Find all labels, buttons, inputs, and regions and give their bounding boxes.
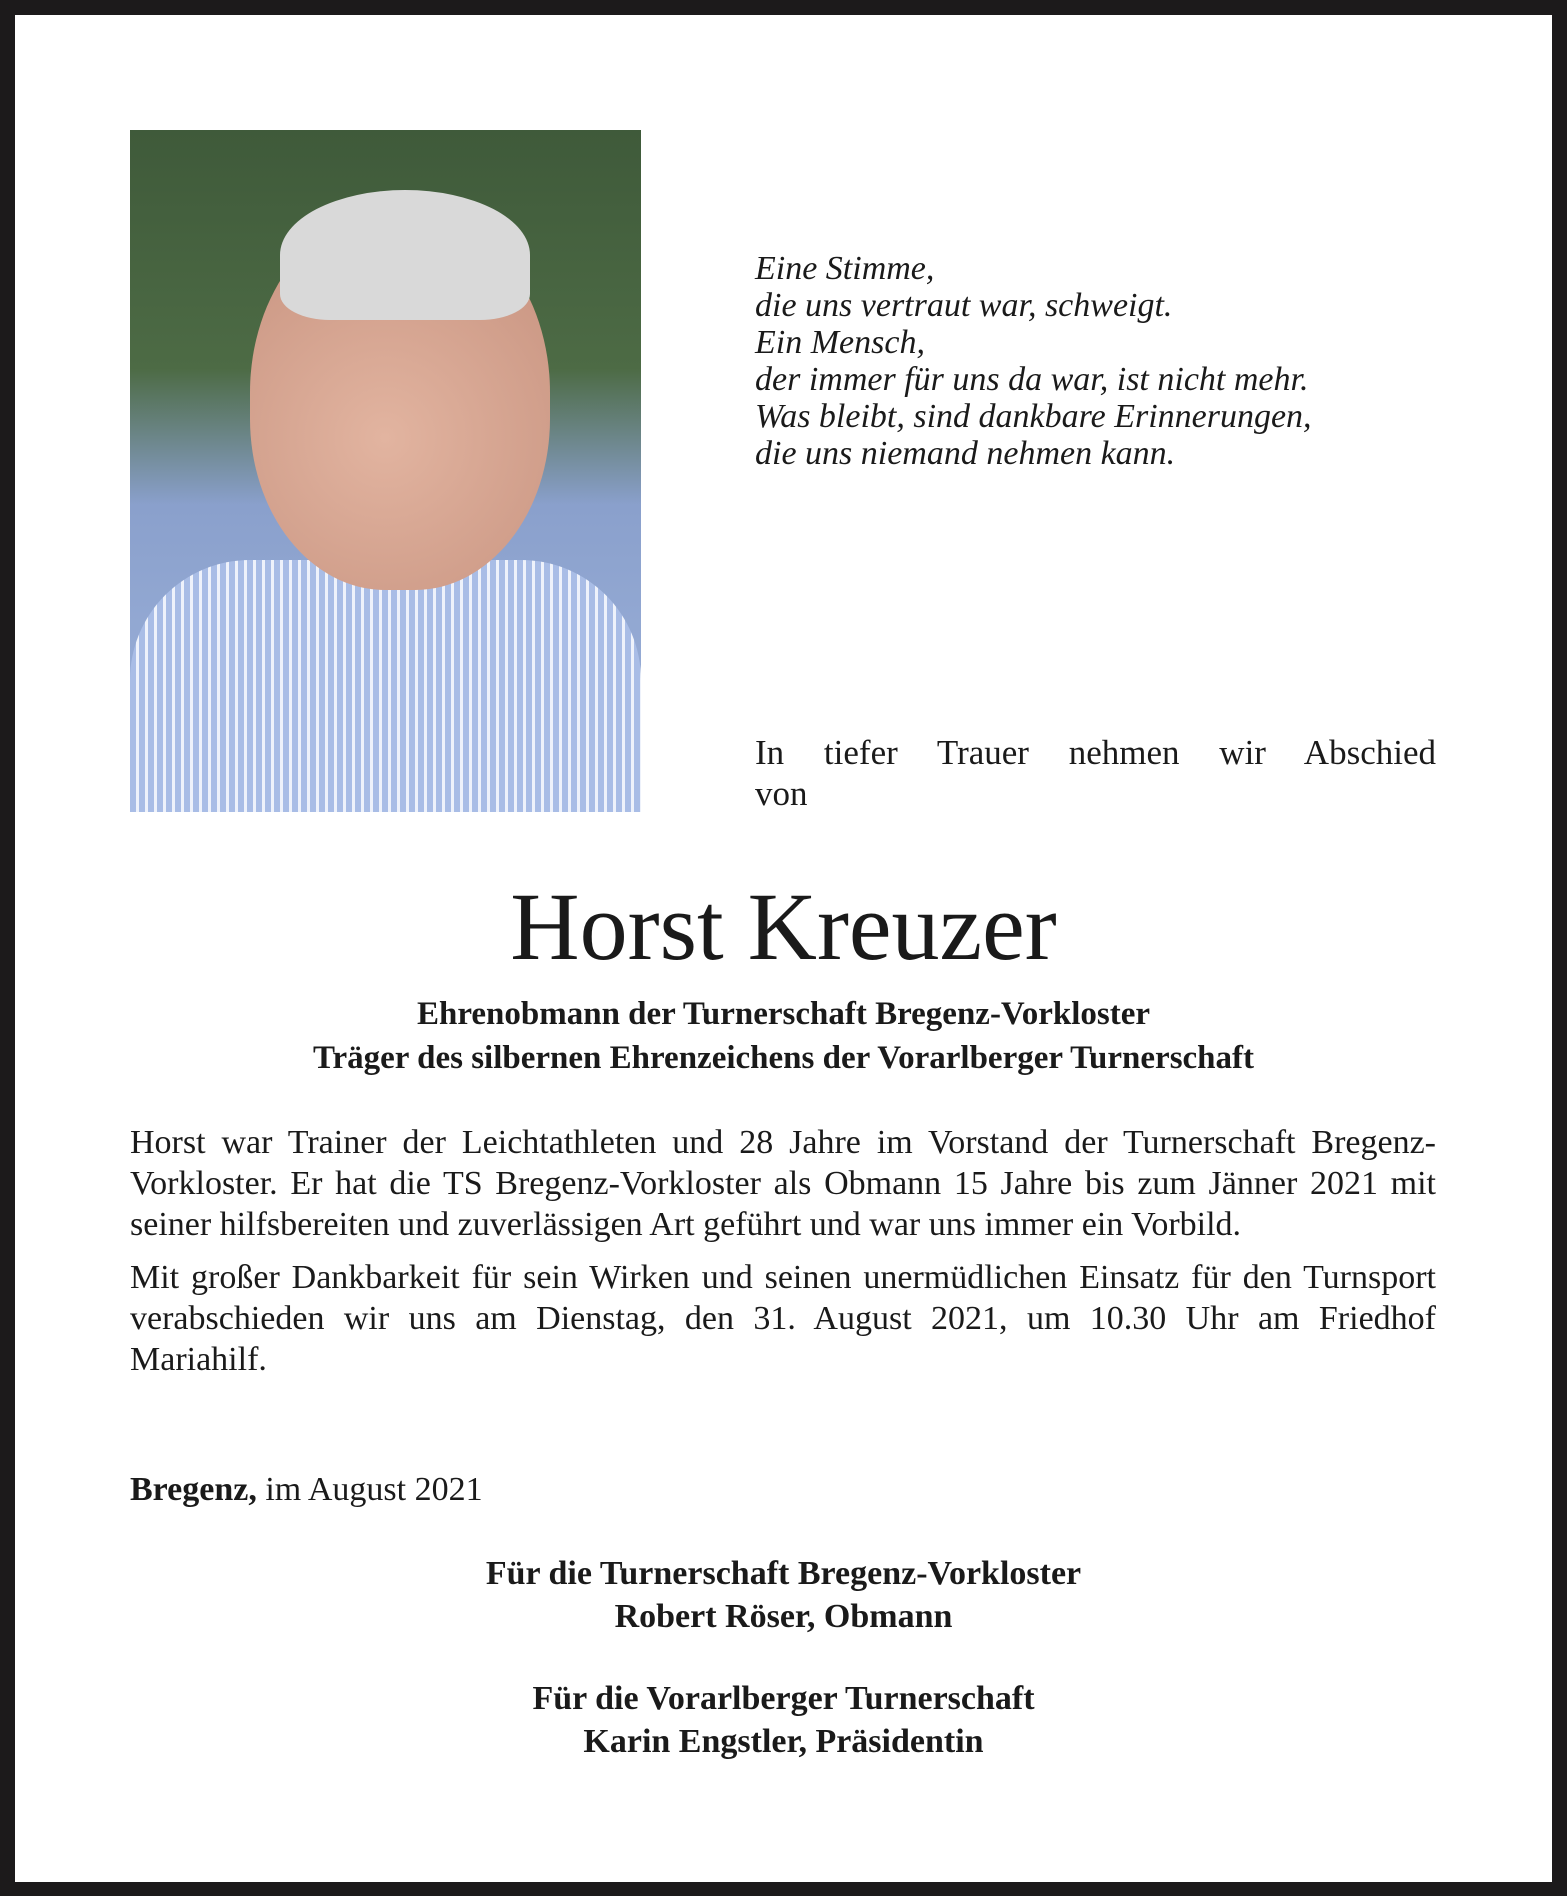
poem <box>755 250 1312 472</box>
title-line: Ehrenobmann der Turnerschaft Bregenz-Vorkloster <box>416 996 1151 1032</box>
signature-person: Karin Engstler, Präsidentin <box>583 1723 984 1760</box>
honorary-titles <box>0 992 1567 1080</box>
paragraph: Mit großer Dankbarkeit für sein Wirken und seinen unermüdlichen Einsatz für den Turnsport verabschieden wir uns am Dienstag, den 31. August 2021, um 10.30 Uhr am Friedhof Mariahilf. <box>130 1259 1436 1378</box>
paragraph: Horst war Trainer der Leichtathleten und 28 Jahre im Vorstand der Turnerschaft Bregenz-Vorkloster. Er hat die TS Bregenz-Vorkloster als Obmann 15 Jahre bis zum Jänner 2021 mit seiner hilfsbereiten und zuverlässigen Art geführt und war uns immer ein Vorbild. <box>130 1124 1436 1243</box>
poem-line: Ein Mensch, <box>755 324 925 361</box>
poem-line: die uns niemand nehmen kann. <box>755 435 1176 472</box>
signature-person: Robert Röser, Obmann <box>614 1598 953 1635</box>
signature-org: Für die Vorarlberger Turnerschaft <box>532 1680 1035 1717</box>
place: Bregenz, <box>130 1471 257 1508</box>
signature-block <box>0 1552 1567 1638</box>
poem-line: der immer für uns da war, ist nicht mehr. <box>755 361 1309 398</box>
title-line: Träger des silbernen Ehrenzeichens der Vorarlberger Turnerschaft <box>312 1040 1255 1076</box>
photo-shirt <box>130 560 641 812</box>
deceased-name: Horst Kreuzer <box>510 873 1057 980</box>
signature-block <box>0 1677 1567 1763</box>
poem-line: Was bleibt, sind dankbare Erinnerungen, <box>755 398 1312 435</box>
poem-line: die uns vertraut war, schweigt. <box>755 287 1173 324</box>
date: im August 2021 <box>256 1471 483 1508</box>
place-date <box>130 1471 483 1509</box>
intro-line: von <box>755 774 808 813</box>
intro-line: In tiefer Trauer nehmen wir Abschied <box>755 733 1436 772</box>
poem-line: Eine Stimme, <box>755 250 935 287</box>
photo-hair <box>280 190 530 320</box>
body-text <box>130 1122 1436 1392</box>
signature-org: Für die Turnerschaft Bregenz-Vorkloster <box>485 1555 1082 1592</box>
portrait-photo <box>130 130 641 812</box>
